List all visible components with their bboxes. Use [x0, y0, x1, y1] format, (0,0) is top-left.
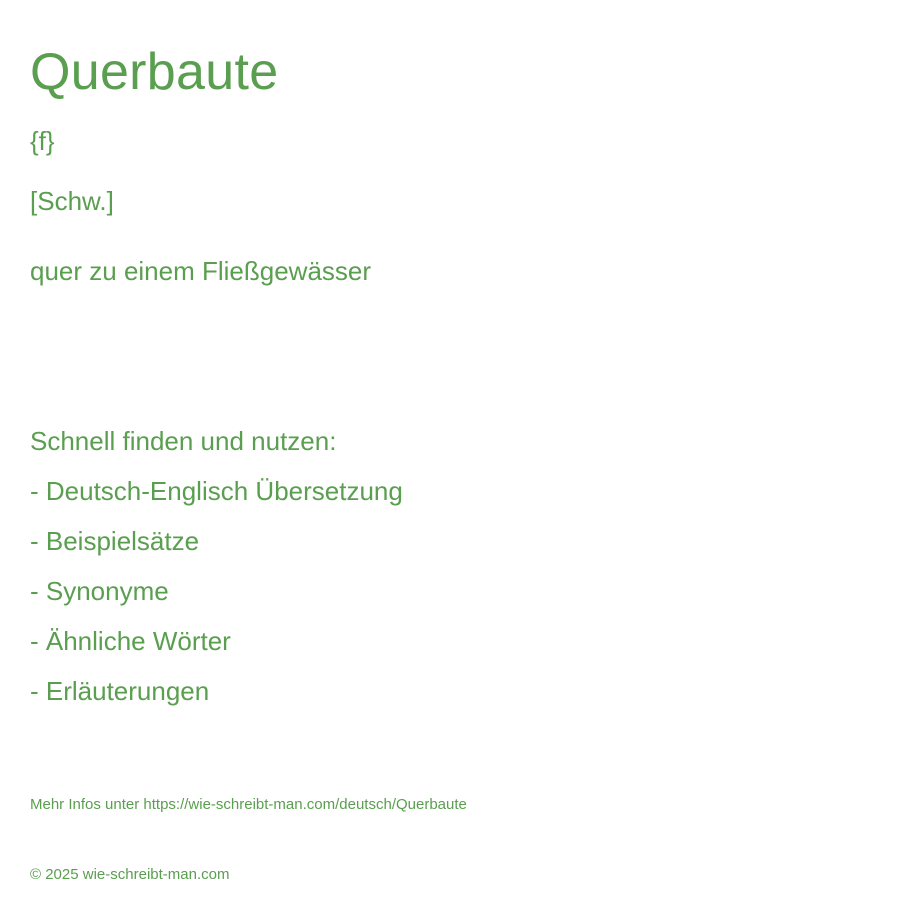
quick-link-example-sentences: - Beispielsätze — [30, 526, 200, 556]
more-info-text: Mehr Infos unter https://wie-schreibt-man.com/deutsch/Querbaute — [30, 796, 467, 813]
entry-title: Querbaute — [30, 43, 279, 101]
quick-link-synonyms: - Synonyme — [30, 576, 169, 606]
region-label: [Schw.] — [30, 186, 114, 216]
grammatical-gender: {f} — [30, 126, 55, 156]
quick-links-list — [30, 475, 403, 725]
quick-link-translation: - Deutsch-Englisch Übersetzung — [30, 476, 403, 506]
quick-link-explanations: - Erläuterungen — [30, 676, 210, 706]
copyright-notice: © 2025 wie-schreibt-man.com — [30, 866, 230, 883]
quick-link-similar-words: - Ähnliche Wörter — [30, 626, 231, 656]
quick-links-heading: Schnell finden und nutzen: — [30, 426, 337, 456]
definition-text: quer zu einem Fließgewässer — [30, 256, 372, 286]
